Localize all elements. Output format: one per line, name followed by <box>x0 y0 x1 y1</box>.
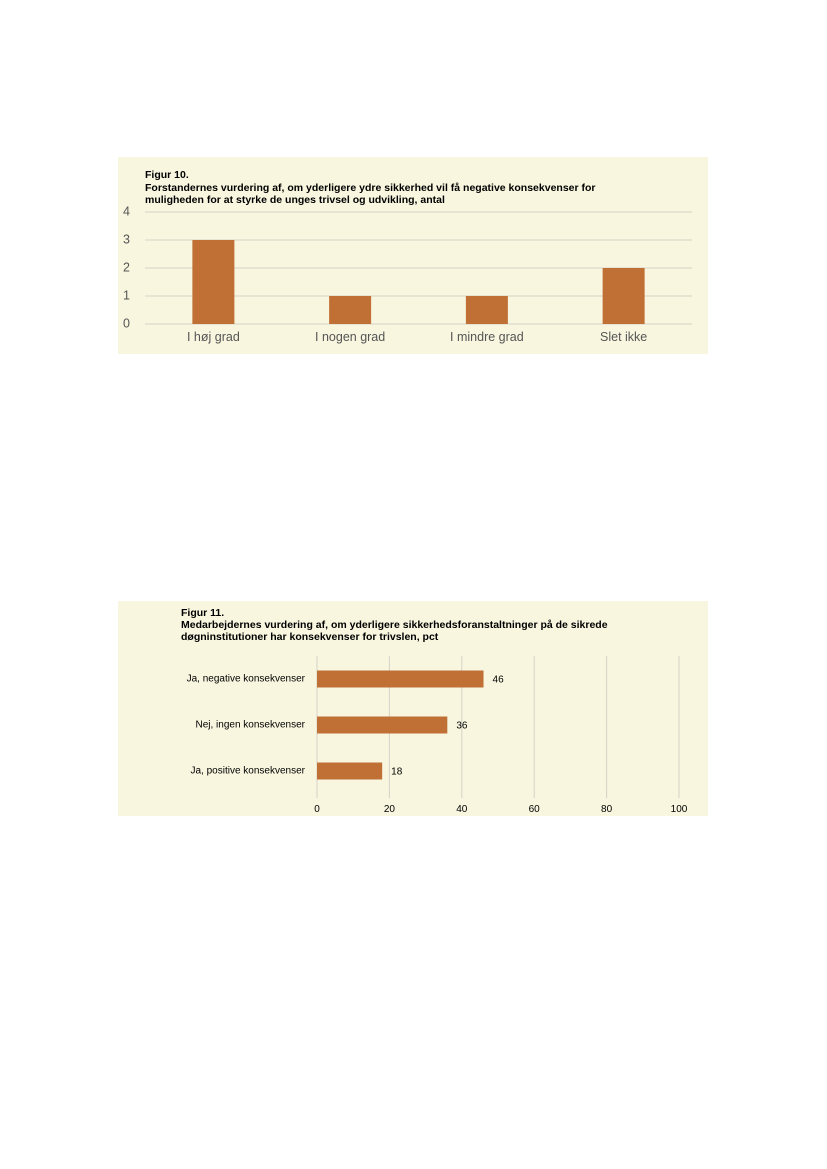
y-tick-label: 1 <box>123 288 130 303</box>
y-category-label: Ja, negative konsekvenser <box>186 673 305 685</box>
y-tick-label: 2 <box>123 260 130 275</box>
x-tick-label: 80 <box>601 804 613 815</box>
y-category-label: Nej, ingen konsekvenser <box>195 719 305 731</box>
x-tick-label: 100 <box>670 804 688 815</box>
y-category-label: Ja, positive konsekvenser <box>190 765 305 777</box>
bar-2 <box>329 296 371 324</box>
data-label: 18 <box>391 766 403 778</box>
bar-3 <box>317 763 382 780</box>
figure-10-label: Figur 10. <box>145 169 189 181</box>
bar-1 <box>192 240 234 324</box>
bar-4 <box>603 268 645 324</box>
x-tick-label: 20 <box>383 804 395 815</box>
bar-2 <box>317 717 447 734</box>
x-tick-label: 40 <box>456 804 468 815</box>
x-category-label: I mindre grad <box>450 330 524 344</box>
figure-10-panel <box>118 157 708 354</box>
x-category-label: I nogen grad <box>315 330 386 344</box>
figure-11-chart <box>118 601 708 816</box>
x-category-label: Slet ikke <box>600 330 648 344</box>
bar-3 <box>466 296 508 324</box>
data-label: 36 <box>456 720 468 732</box>
figure-11-title-line-2: døgninstitutioner har konsekvenser for trivslen, pct <box>181 631 439 643</box>
y-tick-label: 3 <box>123 232 130 247</box>
x-category-label: I høj grad <box>186 330 240 344</box>
figure-10-chart <box>118 157 708 354</box>
data-label: 46 <box>492 674 504 686</box>
y-tick-label: 0 <box>123 316 130 331</box>
x-tick-label: 60 <box>528 804 540 815</box>
figure-11-panel <box>118 601 708 816</box>
y-tick-label: 4 <box>123 204 130 219</box>
figure-10-title-line-1: Forstandernes vurdering af, om yderligere ydre sikkerhed vil få negative konsekvenser for <box>145 182 596 194</box>
figure-10-title-line-2: muligheden for at styrke de unges trivsel og udvikling, antal <box>145 194 445 206</box>
figure-11-title-line-1: Medarbejdernes vurdering af, om yderligere sikkerhedsforanstaltninger på de sikrede <box>181 619 608 631</box>
bar-1 <box>317 671 484 688</box>
figure-11-label: Figur 11. <box>181 607 225 619</box>
x-tick-label: 0 <box>314 804 320 815</box>
